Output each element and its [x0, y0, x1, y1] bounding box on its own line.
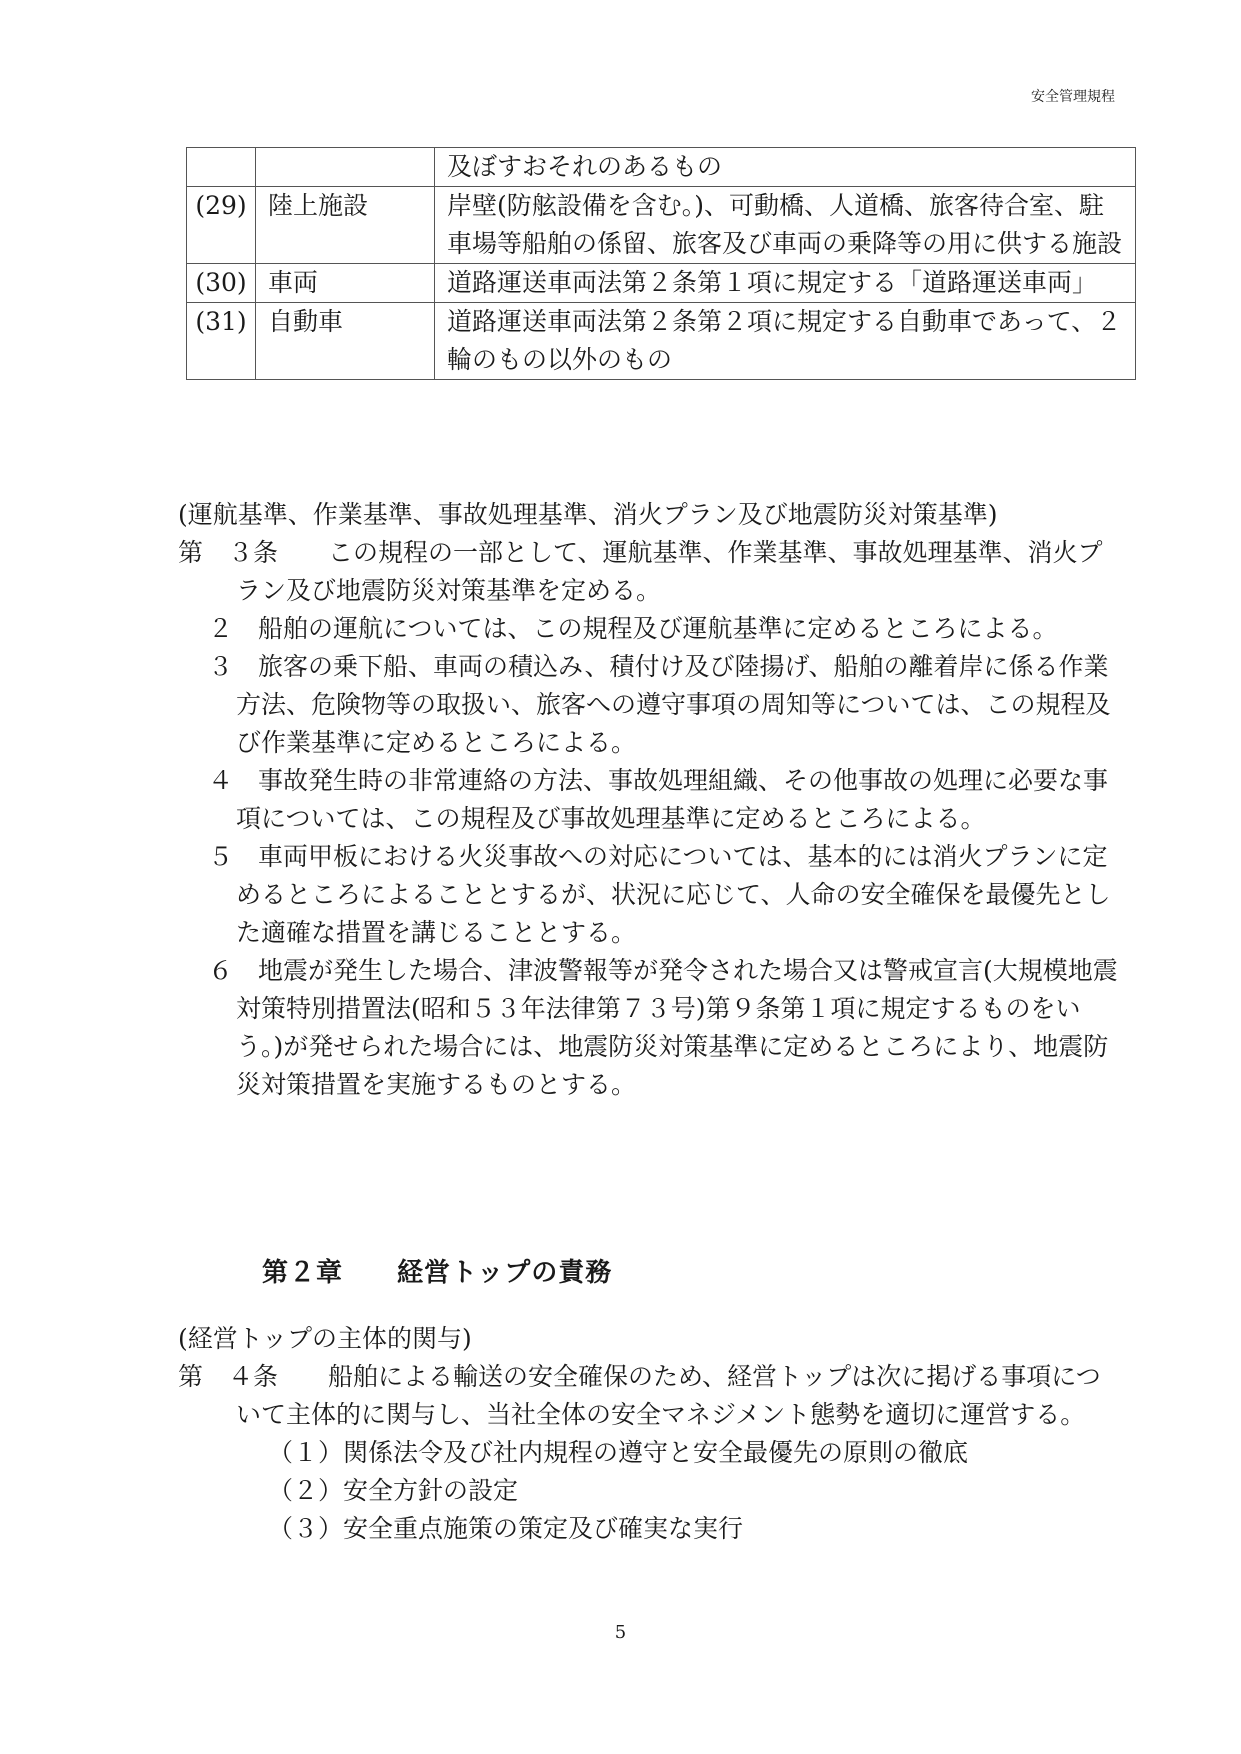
row-term: 車両 — [256, 264, 435, 303]
row-term: 自動車 — [256, 303, 435, 380]
row-description: 及ぼすおそれのあるもの — [435, 148, 1136, 187]
table-row — [187, 187, 1136, 264]
chapter-title: 第２章 経営トップの責務 — [262, 1258, 613, 1288]
article-3 — [178, 496, 1122, 1104]
list-item: （３）安全重点施策の策定及び確実な実行 — [268, 1514, 744, 1543]
article-paragraph: ６ 地震が発生した場合、津波警報等が発令された場合又は警戒宣言(大規模地震対策特別措置法(昭和５３年法律第７３号)第９条第１項に規定するものをいう。)が発せられた場合には、地震防災対策基準に定めるところにより、地震防災対策措置を実施するものとする。 — [208, 956, 1118, 1099]
article-paragraph: ４ 事故発生時の非常連絡の方法、事故処理組織、その他事故の処理に必要な事項については、この規程及び事故処理基準に定めるところによる。 — [208, 766, 1109, 833]
table-row — [187, 303, 1136, 380]
list-item: （２）安全方針の設定 — [268, 1476, 519, 1505]
row-number — [187, 148, 256, 187]
article-paragraph: ３ 旅客の乗下船、車両の積込み、積付け及び陸揚げ、船舶の離着岸に係る作業方法、危険物等の取扱い、旅客への遵守事項の周知等については、この規程及び作業基準に定めるところによる。 — [208, 652, 1111, 757]
row-number: (30) — [187, 264, 256, 303]
row-description: 道路運送車両法第２条第２項に規定する自動車であって、２輪のもの以外のもの — [435, 303, 1136, 380]
article-heading: (運航基準、作業基準、事故処理基準、消火プラン及び地震防災対策基準) — [178, 500, 998, 529]
document-header: 安全管理規程 — [1031, 89, 1115, 105]
article-paragraph: ２ 船舶の運航については、この規程及び運航基準に定めるところによる。 — [208, 614, 1058, 643]
article-first-paragraph: 第 ３条 この規程の一部として、運航基準、作業基準、事故処理基準、消火プラン及び地震防災対策基準を定める。 — [178, 538, 1103, 605]
article-heading: (経営トップの主体的関与) — [178, 1324, 472, 1353]
row-term: 陸上施設 — [256, 187, 435, 264]
article-4 — [178, 1320, 1122, 1548]
table-row — [187, 148, 1136, 187]
article-paragraph: ５ 車両甲板における火災事故への対応については、基本的には消火プランに定めるところによることとするが、状況に応じて、人命の安全確保を最優先とした適確な措置を講じることとする。 — [208, 842, 1111, 947]
row-description: 道路運送車両法第２条第１項に規定する「道路運送車両」 — [435, 264, 1136, 303]
table-row — [187, 264, 1136, 303]
list-item: （１）関係法令及び社内規程の遵守と安全最優先の原則の徹底 — [268, 1438, 969, 1467]
page-number: 5 — [614, 1622, 627, 1643]
article-first-paragraph: 第 ４条 船舶による輸送の安全確保のため、経営トップは次に掲げる事項について主体的に関与し、当社全体の安全マネジメント態勢を適切に運営する。 — [178, 1362, 1101, 1429]
row-number: (31) — [187, 303, 256, 380]
row-term — [256, 148, 435, 187]
row-number: (29) — [187, 187, 256, 264]
row-description: 岸壁(防舷設備を含む。)、可動橋、人道橋、旅客待合室、駐車場等船舶の係留、旅客及び車両の乗降等の用に供する施設 — [435, 187, 1136, 264]
definitions-table — [186, 147, 1136, 380]
